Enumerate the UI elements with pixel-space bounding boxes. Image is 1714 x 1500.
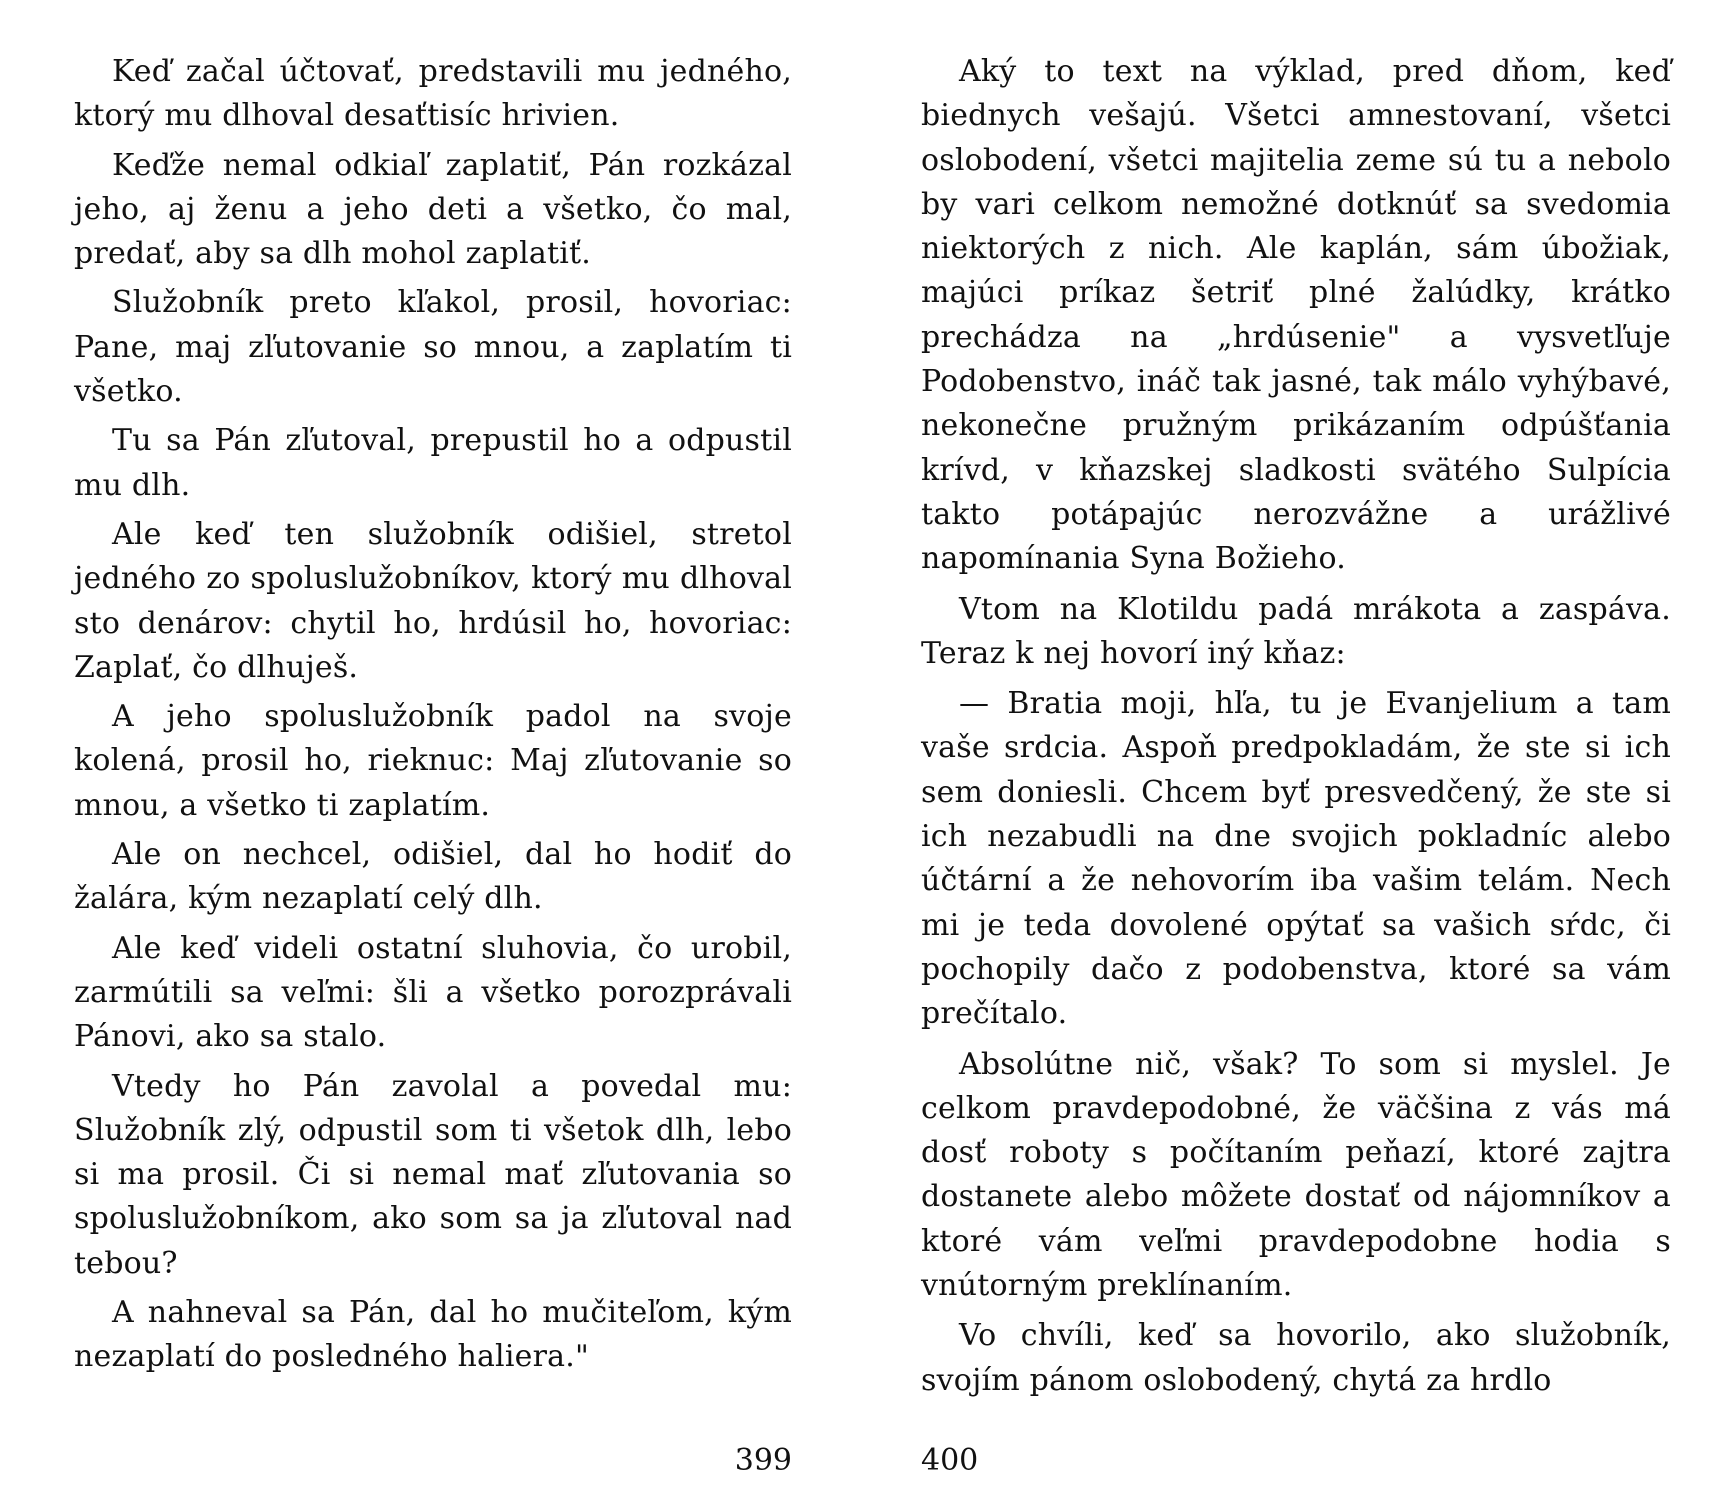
right-page-body — [921, 50, 1671, 1403]
paragraph: Keď začal účtovať, predstavili mu jedného, ktorý mu dlhoval desaťtisíc hrivien. — [74, 54, 792, 134]
page-number: 400 — [921, 1443, 979, 1478]
dialogue-paragraph: — Bratia moji, hľa, tu je Evanjelium a tam vaše srdcia. Aspoň predpokladám, že ste si ich sem doniesli. Chcem byť presvedčený, že ste si ich nezabudli na dne svojich pokladníc alebo účtární a že nehovorím iba vašim telám. Nech mi je teda dovolené opýtať sa vašich sŕdc, či pochopily dačo z podobenstva, ktoré sa vám prečítalo. — [921, 686, 1671, 1032]
paragraph: Tu sa Pán zľutoval, prepustil ho a odpustil mu dlh. — [74, 423, 792, 503]
paragraph: Aký to text na výklad, pred dňom, keď biednych vešajú. Všetci amnestovaní, všetci oslobodení, všetci majitelia zeme sú tu a nebolo by vari celkom nemožné dotknúť sa svedomia niektorých z nich. Ale kaplán, sám úbožiak, majúci príkaz šetriť plné žalúdky, krátko prechádza na „hrdúsenie" a vysvetľuje Podobenstvo, ináč tak jasné, tak málo vyhýbavé, nekonečne pružným prikázaním odpúšťania krívd, v kňazskej sladkosti svätého Sulpícia takto potápajúc nerozvážne a urážlivé napomínania Syna Božieho. — [921, 54, 1671, 577]
paragraph: Služobník preto kľakol, prosil, hovoriac: Pane, maj zľutovanie so mnou, a zaplatím ti všetko. — [74, 285, 792, 410]
paragraph: Absolútne nič, však? To som si myslel. Je celkom pravdepodobné, že väčšina z vás má dosť roboty s počítaním peňazí, ktoré zajtra dostanete alebo môžete dostať od nájomníkov a ktoré vám veľmi pravdepodobne hodia s vnútorným preklínaním. — [921, 1046, 1671, 1304]
paragraph: Ale on nechcel, odišiel, dal ho hodiť do žalára, kým nezaplatí celý dlh. — [74, 837, 792, 917]
left-page — [74, 50, 792, 1490]
paragraph: Ale keď videli ostatní sluhovia, čo urobil, zarmútili sa veľmi: šli a všetko porozprávali Pánovi, ako sa stalo. — [74, 930, 792, 1055]
right-page — [921, 50, 1671, 1490]
paragraph: A jeho spoluslužobník padol na svoje kolená, prosil ho, rieknuc: Maj zľutovanie so mnou, a všetko ti zaplatím. — [74, 699, 792, 823]
paragraph: A nahneval sa Pán, dal ho mučiteľom, kým nezaplatí do posledného haliera." — [74, 1295, 792, 1375]
paragraph: Ale keď ten služobník odišiel, stretol jedného zo spoluslužobníkov, ktorý mu dlhoval sto denárov: chytil ho, hrdúsil ho, hovoriac: Zaplať, čo dlhuješ. — [74, 516, 792, 685]
page-number: 399 — [734, 1443, 792, 1478]
left-page-body — [74, 50, 792, 1380]
paragraph: Keďže nemal odkiaľ zaplatiť, Pán rozkázal jeho, aj ženu a jeho deti a všetko, čo mal, predať, aby sa dlh mohol zaplatiť. — [74, 147, 792, 272]
paragraph: Vtom na Klotildu padá mrákota a zaspáva. Teraz k nej hovorí iný kňaz: — [921, 591, 1671, 671]
paragraph: Vtedy ho Pán zavolal a povedal mu: Služobník zlý, odpustil som ti všetok dlh, lebo si ma prosil. Či si nemal mať zľutovania so spoluslužobníkom, ako som sa ja zľutoval nad tebou? — [74, 1068, 792, 1281]
paragraph: Vo chvíli, keď sa hovorilo, ako služobník, svojím pánom oslobodený, chytá za hrdlo — [921, 1318, 1671, 1398]
